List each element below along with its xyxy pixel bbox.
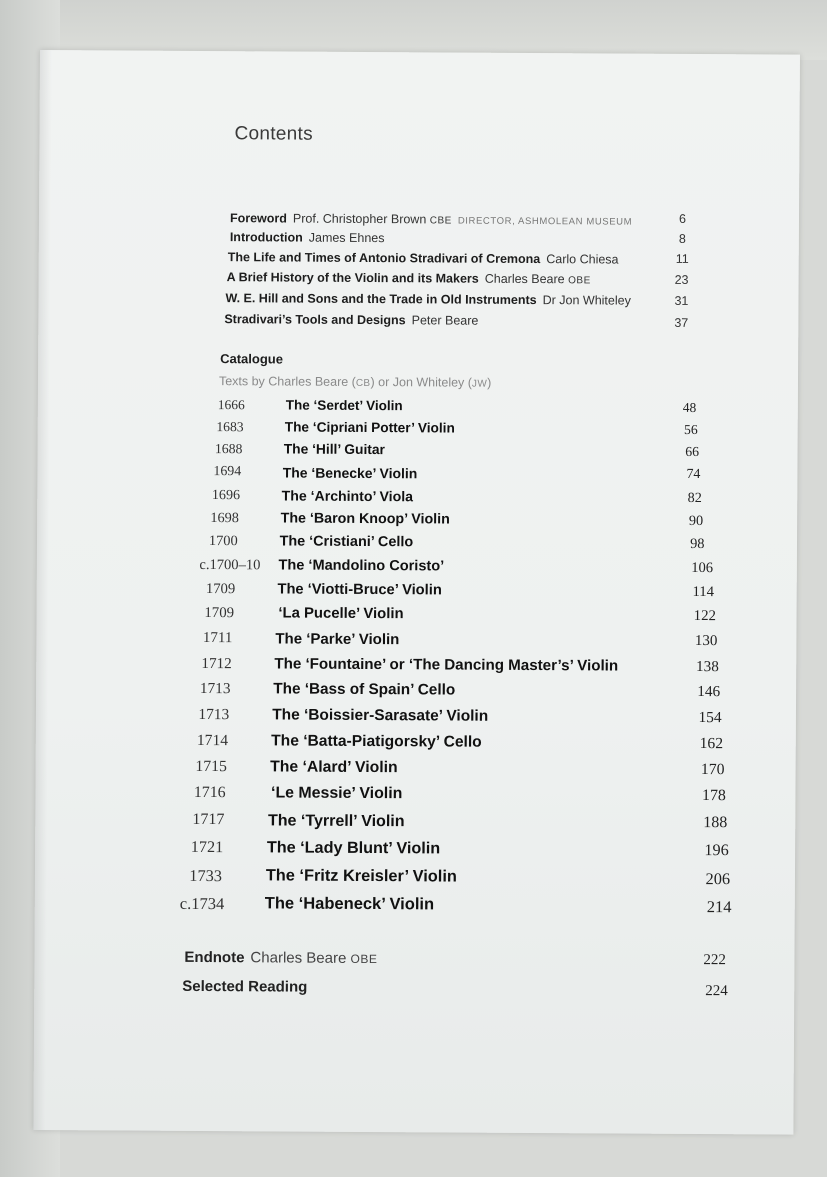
front-entry [225, 289, 630, 309]
catalogue-year: 1700 [208, 533, 238, 550]
entry-author: Charles Beare OBE [484, 271, 591, 287]
front-entry [230, 209, 632, 229]
entry-page: 6 [678, 211, 686, 226]
entry-author: Peter Beare [411, 313, 479, 328]
catalogue-page: 74 [686, 466, 701, 483]
catalogue-title: The ‘Batta-Piatigorsky’ Cello [271, 732, 482, 751]
catalogue-page: 214 [706, 897, 732, 917]
catalogue-page: 90 [688, 512, 704, 530]
catalogue-title: The ‘Alard’ Violin [270, 758, 398, 777]
catalogue-year: 1709 [205, 581, 236, 598]
catalogue-page: 188 [703, 814, 728, 832]
entry-author: James Ehnes [308, 230, 385, 246]
entry-page: 224 [705, 983, 728, 1000]
catalogue-year: 1733 [189, 865, 223, 886]
catalogue-page: 138 [696, 658, 719, 676]
catalogue-page: 106 [691, 559, 714, 577]
entry-label: The Life and Times of Antonio Stradivari of Cremona [227, 250, 541, 267]
catalogue-title: The ‘Viotti-Bruce’ Violin [277, 581, 442, 599]
entry-label: Foreword [229, 211, 287, 226]
catalogue-title: ‘Le Messie’ Violin [271, 784, 403, 803]
catalogue-year: c.1700–10 [199, 556, 261, 574]
entry-label: Selected Reading [182, 977, 308, 996]
catalogue-title: The ‘Baron Knoop’ Violin [280, 510, 450, 528]
catalogue-year: 1666 [217, 397, 245, 413]
catalogue-year: 1713 [198, 705, 230, 724]
entry-page: 11 [675, 251, 689, 266]
catalogue-title: The ‘Serdet’ Violin [285, 397, 403, 414]
contents-page [33, 50, 800, 1135]
catalogue-year: 1716 [193, 783, 226, 802]
catalogue-page: 154 [698, 709, 722, 727]
catalogue-year: 1713 [199, 679, 231, 698]
catalogue-title: The ‘Cristiani’ Cello [279, 533, 414, 551]
catalogue-title: The ‘Mandolino Coristo’ [278, 557, 445, 575]
entry-author: Charles Beare OBE [250, 949, 378, 967]
page-title: Contents [234, 123, 314, 145]
back-entry [184, 949, 377, 967]
front-entry [227, 268, 591, 288]
catalogue-title: The ‘Hill’ Guitar [283, 441, 386, 458]
catalogue-year: 1712 [201, 654, 232, 673]
catalogue-page: 66 [685, 443, 700, 460]
catalogue-year: 1696 [211, 487, 241, 504]
entry-page: 8 [678, 231, 686, 246]
catalogue-year: 1717 [192, 810, 225, 829]
entry-author: Prof. Christopher Brown CBE [292, 211, 452, 227]
entry-label: A Brief History of the Violin and its Makers [226, 270, 479, 286]
catalogue-year: c.1734 [179, 893, 225, 914]
catalogue-title: The ‘Benecke’ Violin [282, 464, 418, 482]
catalogue-page: 98 [690, 535, 705, 553]
catalogue-subtitle: Texts by Charles Beare (CB) or Jon Whiteley (JW) [218, 374, 492, 390]
catalogue-title: The ‘Cipriani Potter’ Violin [284, 419, 455, 436]
catalogue-page: 56 [683, 421, 698, 438]
entry-author: Dr Jon Whiteley [542, 293, 631, 308]
catalogue-title: The ‘Fritz Kreisler’ Violin [265, 866, 457, 886]
catalogue-year: 1698 [210, 510, 239, 527]
entry-label: Introduction [229, 230, 303, 245]
catalogue-page: 196 [704, 841, 729, 860]
entry-page: 31 [674, 293, 689, 308]
catalogue-page: 162 [699, 735, 724, 753]
catalogue-page: 178 [701, 787, 726, 805]
entry-label: Endnote [184, 948, 245, 967]
catalogue-title: The ‘Habeneck’ Violin [264, 894, 435, 914]
catalogue-page: 170 [700, 761, 725, 779]
catalogue-page: 114 [692, 583, 715, 601]
catalogue-year: 1711 [202, 630, 233, 647]
entry-author: Carlo Chiesa [546, 252, 619, 267]
catalogue-year: 1688 [214, 441, 243, 457]
front-entry [228, 248, 619, 268]
entry-affiliation: DIRECTOR, ASHMOLEAN MUSEUM [457, 215, 633, 228]
catalogue-year: 1709 [204, 605, 235, 622]
catalogue-page: 146 [697, 683, 721, 701]
entry-page: 37 [674, 315, 689, 330]
catalogue-page: 48 [682, 399, 697, 416]
entry-page: 23 [674, 272, 689, 287]
front-entry [230, 228, 385, 247]
catalogue-page: 122 [693, 608, 717, 625]
catalogue-year: 1714 [196, 731, 229, 750]
catalogue-page: 82 [687, 489, 702, 507]
entry-label: Stradivari’s Tools and Designs [224, 312, 406, 328]
catalogue-title: The ‘Tyrrell’ Violin [267, 811, 405, 831]
entry-page: 222 [703, 952, 727, 969]
catalogue-title: The ‘Bass of Spain’ Cello [273, 680, 456, 699]
catalogue-title: ‘La Pucelle’ Violin [278, 605, 404, 623]
catalogue-title: The ‘Archinto’ Viola [281, 487, 414, 505]
back-entry [182, 978, 307, 996]
catalogue-title: The ‘Fountaine’ or ‘The Dancing Master’s’ Violin [274, 655, 619, 675]
catalogue-page: 206 [705, 869, 731, 889]
catalogue-year: 1694 [213, 464, 242, 480]
catalogue-page: 130 [694, 633, 718, 650]
catalogue-year: 1721 [190, 837, 224, 857]
entry-label: W. E. Hill and Sons and the Trade in Old Instruments [225, 291, 537, 308]
catalogue-title: The ‘Lady Blunt’ Violin [266, 838, 441, 858]
catalogue-title: The ‘Parke’ Violin [275, 630, 400, 649]
catalogue-heading: Catalogue [220, 351, 284, 367]
front-entry [224, 310, 478, 330]
catalogue-title: The ‘Boissier-Sarasate’ Violin [272, 706, 489, 725]
catalogue-year: 1715 [195, 757, 227, 776]
catalogue-year: 1683 [216, 419, 244, 435]
